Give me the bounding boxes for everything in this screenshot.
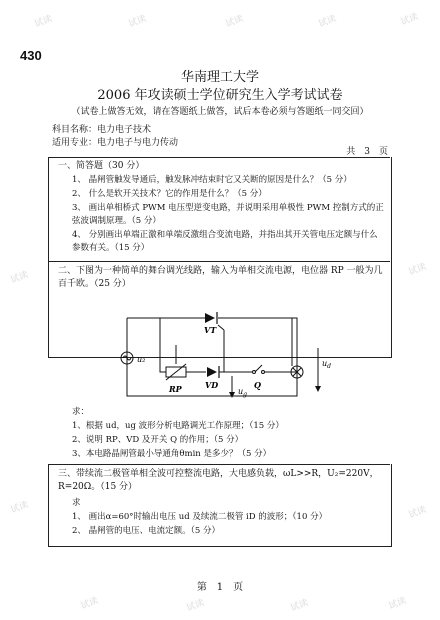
question-2-2: 2、说明 RP、VD 及开关 Q 的作用；（5 分） [72,435,244,445]
label-u2: u₂ [137,355,146,364]
watermark: 试读 [33,14,54,30]
exam-title: 2006 年攻读硕士学位研究生入学考试试卷 [97,88,343,103]
subject-name: 科目名称：电力电子技术 [52,125,152,135]
question-1-4: 4、 分别画出单端正激和单端反激组合变流电路，并指出其开关管电压定额与什么参数有关。（15 分） [72,230,378,253]
page-count: 共 3 页 [346,147,388,157]
label-rp: RP [169,384,182,394]
university-name: 华南理工大学 [180,70,259,85]
watermark: 试读 [224,14,245,30]
potentiometer-rp [166,364,186,380]
section-2-heading: 二、下图为一种简单的舞台调光线路，输入为单相交流电源，电位器 RP 一般为几百千欧。（25 分） [58,266,383,289]
ug-arrow [229,392,235,398]
watermark: 试读 [185,598,206,614]
question-2-ask: 求： [72,407,90,417]
label-vt: VT [204,325,217,335]
watermark: 试读 [289,598,310,614]
lamp [293,368,301,376]
section-divider [48,261,390,262]
lamp [291,366,303,378]
watermark: 试读 [407,262,428,278]
watermark: 试读 [387,596,408,612]
page-footer: 第 1 页 [196,582,244,593]
switch-q [262,371,265,374]
question-1-2: 2、 什么是软开关技术？它的作用是什么？（5 分） [72,189,267,199]
potentiometer-rp [166,367,186,377]
label-ug-symbol: u [238,387,244,396]
exam-instruction: （试卷上做答无效，请在答题纸上做答，试后本卷必须与答题纸一同交回） [71,107,369,117]
question-3-1: 1、 画出α=60°时输出电压 ud 及续流二极管 iD 的波形；（10 分） [72,512,328,522]
question-3-2: 2、 晶闸管的电压、电流定额。（5 分） [72,526,220,536]
exam-code: 430 [20,48,42,63]
watermark: 试读 [9,270,30,286]
section-1-heading: 一、简答题（30 分） [58,161,145,171]
label-ud-subscript: d [327,363,331,370]
label-vd: VD [205,380,219,390]
question-3-ask: 求 [72,498,81,508]
watermark: 试读 [407,505,428,521]
watermark: 试读 [399,12,420,28]
label-ug-subscript: g [243,391,247,398]
question-1-1: 1、 晶闸管触发导通后，触发脉冲结束时它又关断的原因是什么？（5 分） [72,175,352,185]
watermark: 试读 [317,14,338,30]
label-ug [238,387,247,398]
watermark: 试读 [9,500,30,516]
label-ud-symbol: u [322,359,328,368]
question-2-3: 3、本电路晶闸管最小导通角θmin 是多少？（5 分） [72,449,272,459]
diode-vd [207,366,219,378]
section-3-heading: 三、带续流二极管单相全波可控整流电路，大电感负载，ωL>>R，U₂=220V，R=20Ω。（15 分） [58,469,379,492]
label-ud [322,359,331,370]
question-2-1: 1、根据 ud，ug 波形分析电路调光工作原理；（15 分） [72,421,284,431]
watermark: 试读 [79,596,100,612]
watermark: 试读 [127,14,148,30]
question-1-3: 3、 画出单相桥式 PWM 电压型逆变电路，并说明采用单极性 PWM 控制方式的正弦波调制原理。（5 分） [72,203,384,226]
switch-q [253,371,256,374]
ud-arrow [315,386,321,392]
major-name: 适用专业：电力电子与电力传动 [52,138,179,148]
label-q: Q [254,380,261,390]
switch-q [255,365,262,372]
